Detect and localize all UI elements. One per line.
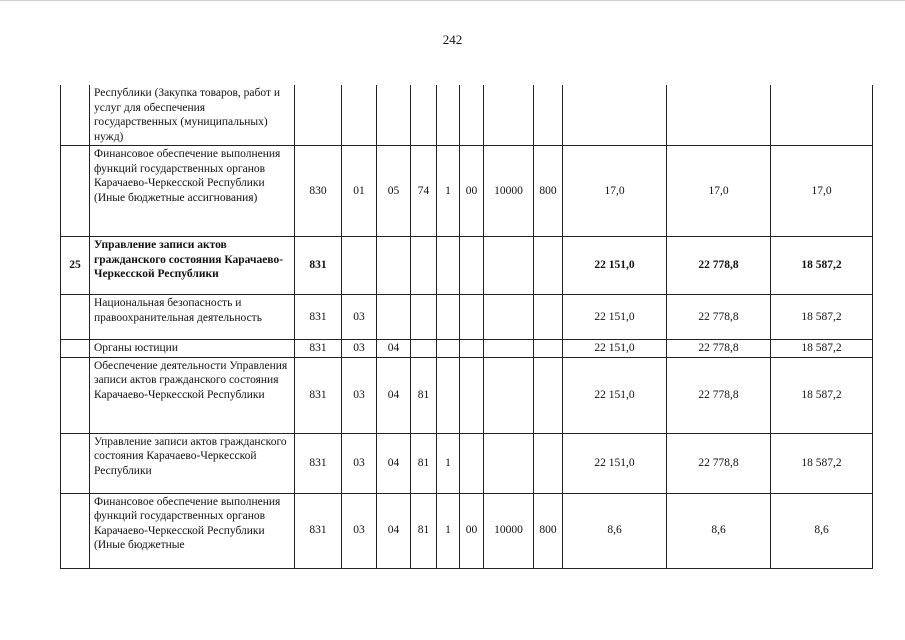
cell-podrazdel — [377, 237, 411, 295]
cell-ved: 830 — [295, 146, 342, 237]
row-name: Республики (Закупка товаров, работ и услуг для обеспечения государственных (муниципальных) нужд) — [90, 85, 295, 146]
table-row — [61, 295, 873, 340]
cell-cs-direction — [484, 433, 534, 493]
cell-cs-direction: 10000 — [484, 493, 534, 568]
cell-sum-year-2: 22 778,8 — [667, 433, 771, 493]
cell-cs-subprogram — [437, 85, 460, 146]
cell-sum-year-3: 18 587,2 — [771, 340, 873, 358]
row-number — [61, 340, 90, 358]
cell-cs-direction: 10000 — [484, 146, 534, 237]
cell-cs-direction — [484, 357, 534, 433]
cell-razdel: 01 — [342, 146, 377, 237]
row-name: Управление записи актов гражданского состояния Карачаево-Черкесской Республики — [90, 237, 295, 295]
cell-cs-direction — [484, 85, 534, 146]
row-name: Финансовое обеспечение выполнения функций государственных органов Карачаево-Черкесской Республики (Иные бюджетные — [90, 493, 295, 568]
cell-cs-program — [411, 340, 437, 358]
row-number — [61, 146, 90, 237]
row-name: Национальная безопасность и правоохранительная деятельность — [90, 295, 295, 340]
cell-cs-subprogram — [437, 357, 460, 433]
cell-sum-year-1: 8,6 — [563, 493, 667, 568]
cell-ved: 831 — [295, 433, 342, 493]
cell-podrazdel: 04 — [377, 493, 411, 568]
cell-razdel: 03 — [342, 433, 377, 493]
cell-vid-rashodov: 800 — [534, 146, 563, 237]
cell-cs-program — [411, 85, 437, 146]
cell-sum-year-3: 18 587,2 — [771, 433, 873, 493]
row-name: Органы юстиции — [90, 340, 295, 358]
cell-ved: 831 — [295, 340, 342, 358]
cell-sum-year-1: 22 151,0 — [563, 433, 667, 493]
cell-razdel: 03 — [342, 357, 377, 433]
cell-cs-program: 81 — [411, 433, 437, 493]
cell-cs-subprogram — [437, 237, 460, 295]
cell-cs-event — [460, 357, 484, 433]
cell-sum-year-2: 8,6 — [667, 493, 771, 568]
cell-podrazdel: 05 — [377, 146, 411, 237]
row-number: 25 — [61, 237, 90, 295]
cell-cs-program: 81 — [411, 493, 437, 568]
cell-sum-year-3 — [771, 85, 873, 146]
cell-cs-program — [411, 295, 437, 340]
cell-sum-year-3: 18 587,2 — [771, 357, 873, 433]
cell-razdel: 03 — [342, 295, 377, 340]
cell-cs-direction — [484, 295, 534, 340]
table-row — [61, 433, 873, 493]
row-number — [61, 85, 90, 146]
cell-sum-year-2: 22 778,8 — [667, 340, 771, 358]
cell-cs-subprogram: 1 — [437, 493, 460, 568]
cell-cs-subprogram: 1 — [437, 433, 460, 493]
cell-podrazdel — [377, 295, 411, 340]
table-row — [61, 146, 873, 237]
cell-sum-year-1: 22 151,0 — [563, 295, 667, 340]
cell-cs-program — [411, 237, 437, 295]
budget-table — [60, 85, 873, 569]
cell-sum-year-2 — [667, 85, 771, 146]
cell-cs-event — [460, 237, 484, 295]
cell-cs-event — [460, 433, 484, 493]
cell-sum-year-1: 22 151,0 — [563, 237, 667, 295]
cell-razdel: 03 — [342, 340, 377, 358]
cell-podrazdel: 04 — [377, 357, 411, 433]
row-number — [61, 493, 90, 568]
cell-vid-rashodov — [534, 357, 563, 433]
cell-vid-rashodov — [534, 340, 563, 358]
cell-sum-year-3: 18 587,2 — [771, 237, 873, 295]
cell-cs-direction — [484, 237, 534, 295]
cell-razdel — [342, 85, 377, 146]
cell-cs-event — [460, 340, 484, 358]
cell-ved — [295, 85, 342, 146]
cell-cs-subprogram — [437, 340, 460, 358]
cell-sum-year-2: 22 778,8 — [667, 237, 771, 295]
row-name: Финансовое обеспечение выполнения функций государственных органов Карачаево-Черкесской Республики (Иные бюджетные ассигнования) — [90, 146, 295, 237]
cell-podrazdel: 04 — [377, 340, 411, 358]
cell-sum-year-3: 18 587,2 — [771, 295, 873, 340]
cell-sum-year-2: 22 778,8 — [667, 295, 771, 340]
cell-sum-year-3: 8,6 — [771, 493, 873, 568]
cell-cs-subprogram — [437, 295, 460, 340]
cell-cs-subprogram: 1 — [437, 146, 460, 237]
cell-ved: 831 — [295, 493, 342, 568]
cell-cs-program: 81 — [411, 357, 437, 433]
cell-cs-event — [460, 295, 484, 340]
cell-vid-rashodov — [534, 85, 563, 146]
cell-sum-year-3: 17,0 — [771, 146, 873, 237]
cell-vid-rashodov — [534, 295, 563, 340]
table-row — [61, 237, 873, 295]
cell-podrazdel: 04 — [377, 433, 411, 493]
cell-ved: 831 — [295, 295, 342, 340]
cell-cs-direction — [484, 340, 534, 358]
cell-ved: 831 — [295, 357, 342, 433]
table-row — [61, 493, 873, 568]
cell-vid-rashodov — [534, 237, 563, 295]
cell-sum-year-2: 22 778,8 — [667, 357, 771, 433]
cell-vid-rashodov: 800 — [534, 493, 563, 568]
scan-top-edge — [0, 0, 905, 1]
cell-sum-year-1: 17,0 — [563, 146, 667, 237]
cell-vid-rashodov — [534, 433, 563, 493]
cell-cs-program: 74 — [411, 146, 437, 237]
cell-razdel: 03 — [342, 493, 377, 568]
table-row — [61, 357, 873, 433]
cell-cs-event: 00 — [460, 146, 484, 237]
row-number — [61, 295, 90, 340]
row-number — [61, 433, 90, 493]
cell-sum-year-1: 22 151,0 — [563, 357, 667, 433]
cell-sum-year-1 — [563, 85, 667, 146]
cell-razdel — [342, 237, 377, 295]
row-number — [61, 357, 90, 433]
row-name: Обеспечение деятельности Управления записи актов гражданского состояния Карачаево-Черкесской Республики — [90, 357, 295, 433]
budget-table-body — [61, 85, 873, 568]
cell-podrazdel — [377, 85, 411, 146]
cell-cs-event: 00 — [460, 493, 484, 568]
cell-ved: 831 — [295, 237, 342, 295]
table-row — [61, 85, 873, 146]
cell-cs-event — [460, 85, 484, 146]
page-number: 242 — [442, 32, 463, 47]
cell-sum-year-1: 22 151,0 — [563, 340, 667, 358]
row-name: Управление записи актов гражданского состояния Карачаево-Черкесской Республики — [90, 433, 295, 493]
table-row — [61, 340, 873, 358]
cell-sum-year-2: 17,0 — [667, 146, 771, 237]
